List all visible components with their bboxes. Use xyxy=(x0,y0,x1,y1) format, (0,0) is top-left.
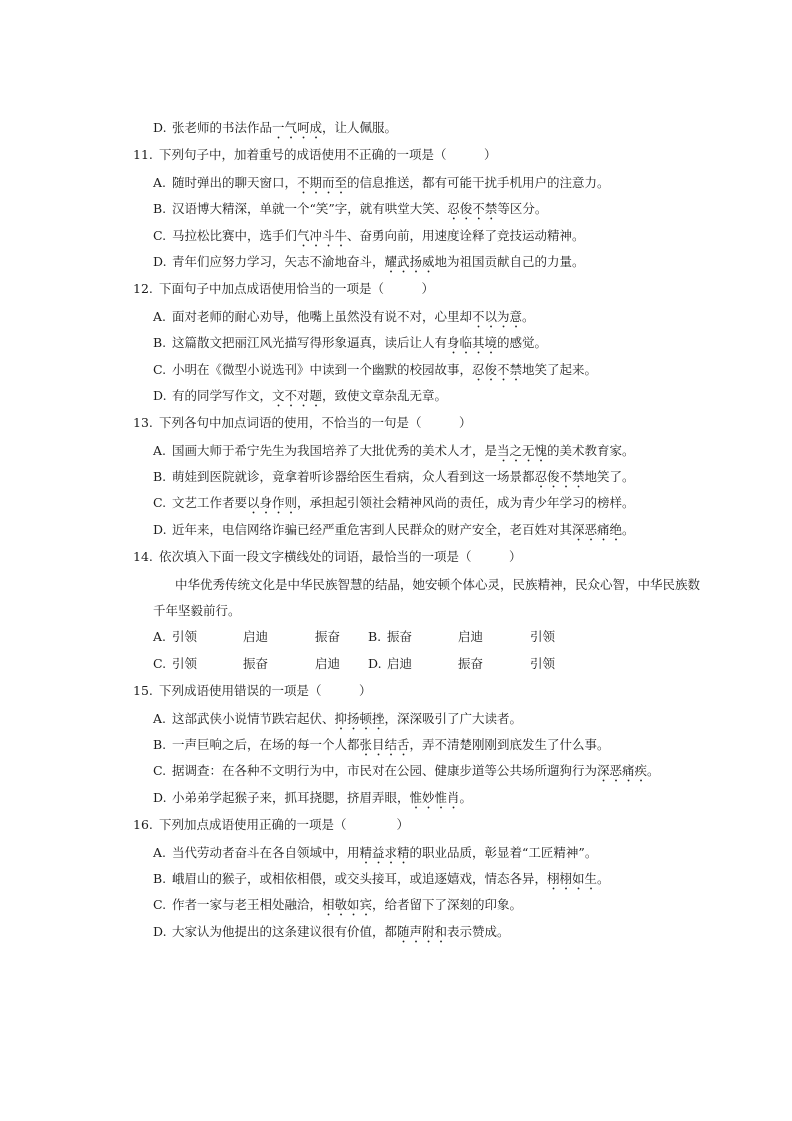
option-text-after: 。 xyxy=(622,521,635,537)
option-text-after: 。 xyxy=(459,789,473,805)
option-label: B. xyxy=(153,870,167,886)
question-16-header xyxy=(133,812,773,838)
emphasized-idiom: 随声附和 xyxy=(397,923,448,939)
option-label: A. xyxy=(153,174,167,190)
choice-label: B. xyxy=(368,629,382,645)
option-text-before: 近年来，电信网络诈骗已经严重危害到人民群众的财产安全，老百姓对其 xyxy=(172,521,573,537)
question-number: 12. xyxy=(133,281,153,297)
choice-row-2 xyxy=(153,651,773,677)
question-stem: 下列句子中，加着重号的成语使用不正确的一项是（ ） xyxy=(159,147,497,163)
option-label: B. xyxy=(153,469,167,485)
option-text-before: 汉语博大精深，单就一个“笑”字，就有哄堂大笑、 xyxy=(172,201,448,217)
option-text-after: 、奋勇向前，用速度诠释了竞技运动精神。 xyxy=(347,227,585,243)
option-15-b xyxy=(153,732,773,758)
option-text-before: 面对老师的耐心劝导，他嘴上虽然没有说不对，心里却 xyxy=(172,308,473,324)
emphasized-idiom: 当之无愧 xyxy=(497,442,548,458)
option-label: B. xyxy=(153,737,167,753)
option-text-before: 这部武侠小说情节跌宕起伏、 xyxy=(172,710,335,726)
option-label: D. xyxy=(153,253,167,269)
option-text-before: 大家认为他提出的这条建议很有价值，都 xyxy=(172,923,398,939)
question-12-header xyxy=(133,276,773,302)
emphasized-idiom: 深恶痛疾 xyxy=(597,763,648,779)
option-label: A. xyxy=(153,308,167,324)
option-text-after: ，给者留下了深刻的印象。 xyxy=(372,897,523,913)
option-label: B. xyxy=(153,335,167,351)
option-16-b xyxy=(153,866,773,892)
choice-d xyxy=(368,651,568,677)
emphasized-idiom: 抑扬顿挫 xyxy=(334,710,385,726)
question-11-header xyxy=(133,142,773,168)
option-text-before: 当代劳动者奋斗在各自领域中，用 xyxy=(172,844,360,860)
choice-word: 振奋 xyxy=(243,655,269,671)
option-12-a xyxy=(153,304,773,330)
option-label: D. xyxy=(153,521,167,537)
option-text-before: 萌娃到医院就诊，竟拿着听诊器给医生看病，众人看到这一场景都 xyxy=(172,469,535,485)
option-16-a xyxy=(153,840,773,866)
option-label: A. xyxy=(153,844,167,860)
option-15-a xyxy=(153,706,773,732)
emphasized-idiom: 以身作则 xyxy=(247,495,298,511)
emphasized-idiom: 不以为意 xyxy=(472,308,523,324)
option-12-c xyxy=(153,357,773,383)
option-11-a xyxy=(153,170,773,196)
option-16-c xyxy=(153,892,773,918)
option-text-before: 这篇散文把丽江风光描写得形象逼真，读后让人有 xyxy=(172,335,448,351)
option-text-after: 的职业品质，彰显着“工匠精神”。 xyxy=(409,844,598,860)
choice-c xyxy=(153,651,353,677)
choice-word: 启迪 xyxy=(315,655,341,671)
option-10-d xyxy=(153,115,773,141)
emphasized-idiom: 不期而至 xyxy=(297,174,348,190)
option-text-before: 张老师的书法作品 xyxy=(172,120,273,135)
option-text-before: 小弟弟学起猴子来，抓耳挠腮，挤眉弄眼， xyxy=(172,789,410,805)
question-14-passage: 中华优秀传统文化是中华民族智慧的结晶，她安顿个体心灵，民族精神，民众心智，中华民族数千年坚毅前行。 xyxy=(153,576,701,619)
question-15-header xyxy=(133,678,773,704)
option-text-before: 峨眉山的猴子，或相依相偎，或交头接耳，或追逐嬉戏，情态各异， xyxy=(172,870,548,886)
emphasized-idiom: 忍俊不禁 xyxy=(534,469,585,485)
option-text-after: 地笑了。 xyxy=(584,469,635,485)
question-stem: 下列成语使用错误的一项是（ ） xyxy=(159,683,372,699)
question-number: 16. xyxy=(133,817,153,833)
option-label: C. xyxy=(153,361,167,377)
option-text-after: 地笑了起来。 xyxy=(522,361,598,377)
choice-word: 启迪 xyxy=(387,655,413,671)
option-text-before: 国画大师于希宁先生为我国培养了大批优秀的美术人才，是 xyxy=(172,442,498,458)
option-text-before: 据调查：在各种不文明行为中，市民对在公园、健康步道等公共场所遛狗行为 xyxy=(172,763,598,779)
choice-word: 引领 xyxy=(530,629,556,645)
question-stem: 下面句子中加点成语使用恰当的一项是（ ） xyxy=(159,281,435,297)
option-text-after: 。 xyxy=(597,870,610,886)
question-number: 11. xyxy=(133,147,153,163)
option-text-after: 的信息推送，都有可能干扰手机用户的注意力。 xyxy=(347,174,610,190)
option-text-after: ，让人佩服。 xyxy=(322,120,398,135)
question-stem: 下列各句中加点词语的使用，不恰当的一句是（ ） xyxy=(159,415,472,431)
option-11-b xyxy=(153,196,773,222)
option-label: A. xyxy=(153,710,167,726)
emphasized-idiom: 精益求精 xyxy=(359,844,410,860)
option-text-after: ，承担起引领社会精神风尚的责任，成为青少年学习的榜样。 xyxy=(297,495,635,511)
option-text-before: 小明在《微型小说选刊》中读到一个幽默的校园故事， xyxy=(172,361,473,377)
option-text-before: 有的同学写作文， xyxy=(172,387,273,403)
question-stem: 下列加点成语使用正确的一项是（ ） xyxy=(159,817,410,833)
option-text-before: 青年们应努力学习，矢志不渝地奋斗， xyxy=(172,253,385,269)
option-label: D. xyxy=(153,923,167,939)
choice-b xyxy=(368,624,568,650)
choice-word: 启迪 xyxy=(243,629,269,645)
option-text-before: 马拉松比赛中，选手们 xyxy=(172,227,298,243)
option-text-after: 地为祖国贡献自己的力量。 xyxy=(434,253,585,269)
emphasized-idiom: 忍俊不禁 xyxy=(472,361,523,377)
option-16-d xyxy=(153,919,773,945)
option-text-before: 随时弹出的聊天窗口， xyxy=(172,174,298,190)
option-text-after: 表示赞成。 xyxy=(447,923,510,939)
question-number: 15. xyxy=(133,683,153,699)
emphasized-idiom: 文不对题 xyxy=(272,387,323,403)
question-stem: 依次填入下面一段文字横线处的词语，最恰当的一项是（ ） xyxy=(159,549,522,565)
choice-word: 引领 xyxy=(172,629,198,645)
choice-label: A. xyxy=(153,629,167,645)
emphasized-idiom: 气冲斗牛 xyxy=(297,227,348,243)
option-13-b xyxy=(153,464,773,490)
option-12-b xyxy=(153,330,773,356)
option-label: C. xyxy=(153,227,167,243)
choice-label: D. xyxy=(368,655,382,671)
question-14-header xyxy=(133,544,773,570)
option-text-after: 。 xyxy=(522,308,535,324)
question-13-header xyxy=(133,410,773,436)
choice-word: 振奋 xyxy=(458,655,484,671)
choice-word: 振奋 xyxy=(315,629,341,645)
choice-word: 启迪 xyxy=(458,629,484,645)
question-number: 14. xyxy=(133,549,153,565)
option-13-c xyxy=(153,490,773,516)
option-text-after: ，致使文章杂乱无章。 xyxy=(322,387,448,403)
option-text-after: 的美术教育家。 xyxy=(547,442,635,458)
option-13-d xyxy=(153,517,773,543)
option-text-after: 。 xyxy=(647,763,660,779)
emphasized-idiom: 惟妙惟肖 xyxy=(409,789,460,805)
option-text-before: 作者一家与老王相处融洽， xyxy=(172,897,323,913)
option-11-c xyxy=(153,223,773,249)
emphasized-idiom: 耀武扬威 xyxy=(384,253,435,269)
emphasized-idiom: 栩栩如生 xyxy=(547,870,598,886)
option-12-d xyxy=(153,383,773,409)
question-number: 13. xyxy=(133,415,153,431)
option-text-before: 一声巨响之后，在场的每一个人都 xyxy=(172,737,360,753)
option-text-before: 文艺工作者要 xyxy=(172,495,248,511)
option-text-after: ，弄不清楚刚刚到底发生了什么事。 xyxy=(409,737,610,753)
option-text-after: 等区分。 xyxy=(497,201,548,217)
option-label: C. xyxy=(153,897,167,913)
option-text-after: 的感觉。 xyxy=(497,335,548,351)
option-label: D. xyxy=(153,789,167,805)
choice-label: C. xyxy=(153,655,167,671)
choice-word: 引领 xyxy=(172,655,198,671)
emphasized-idiom: 相敬如宾 xyxy=(322,897,373,913)
option-label: C. xyxy=(153,763,167,779)
emphasized-idiom: 深恶痛绝 xyxy=(572,521,623,537)
choice-row-1 xyxy=(153,624,773,650)
emphasized-idiom: 张目结舌 xyxy=(359,737,410,753)
emphasized-idiom: 一气呵成 xyxy=(272,120,323,135)
option-text-after: ，深深吸引了广大读者。 xyxy=(384,710,523,726)
choice-a xyxy=(153,624,353,650)
option-label: A. xyxy=(153,442,167,458)
option-15-d xyxy=(153,785,773,811)
choice-word: 引领 xyxy=(530,655,556,671)
exam-content xyxy=(133,115,773,945)
option-label: C. xyxy=(153,495,167,511)
option-13-a xyxy=(153,438,773,464)
option-label: D. xyxy=(153,387,167,403)
emphasized-idiom: 身临其境 xyxy=(447,335,498,351)
option-label: B. xyxy=(153,201,167,217)
emphasized-idiom: 忍俊不禁 xyxy=(447,201,498,217)
option-11-d xyxy=(153,249,773,275)
option-label: D. xyxy=(153,120,167,135)
choice-word: 振奋 xyxy=(387,629,413,645)
option-15-c xyxy=(153,758,773,784)
